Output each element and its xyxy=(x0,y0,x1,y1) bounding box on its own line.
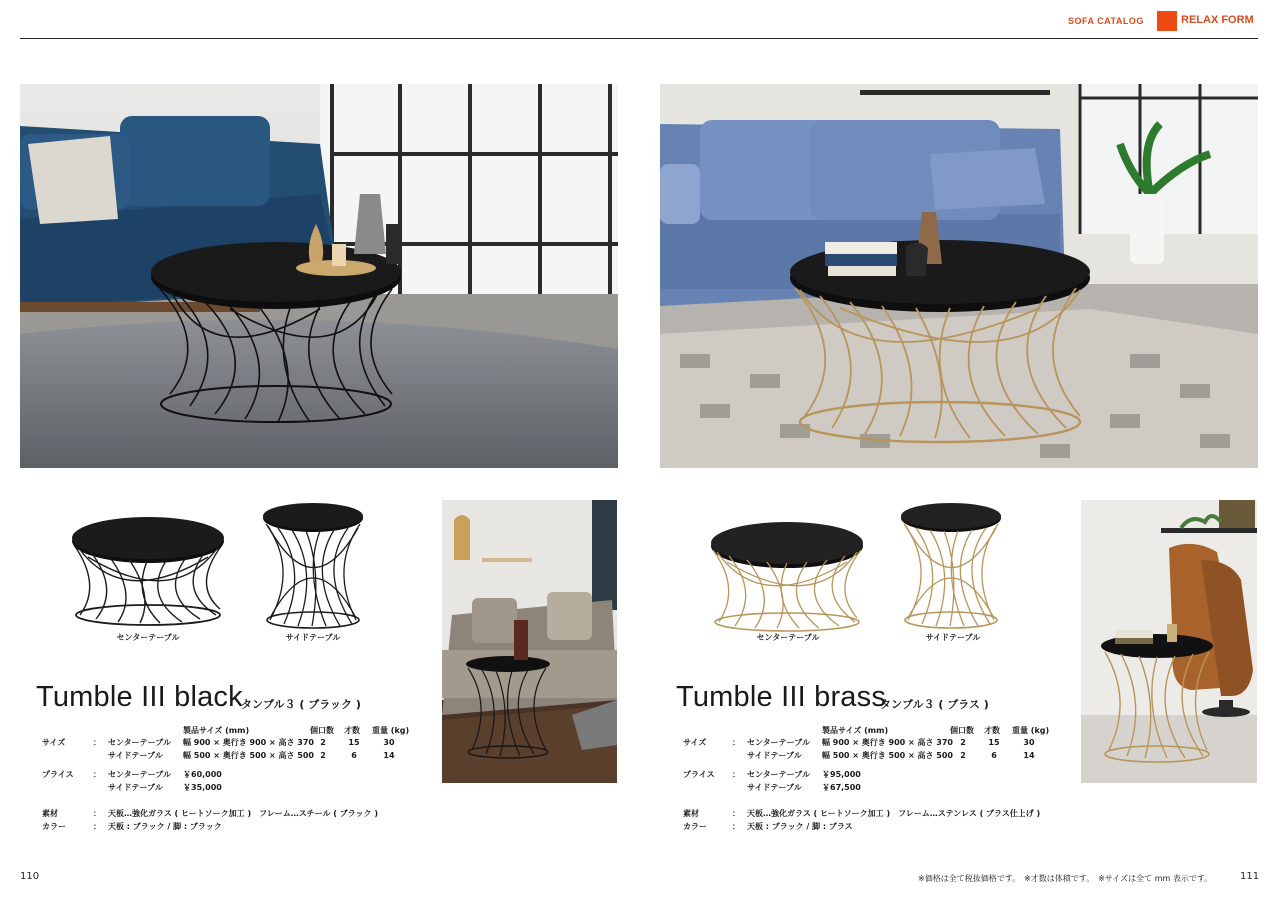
row-name: サイドテーブル xyxy=(108,751,163,760)
colon: ： xyxy=(732,822,740,831)
price-item-name: サイドテーブル xyxy=(747,783,802,792)
spec-header-sai: 才数 xyxy=(344,726,360,735)
brand-name: RELAX FORM xyxy=(1181,14,1254,26)
price-item-name: センターテーブル xyxy=(747,770,810,779)
color-value: 天板 : ブラック / 脚 : ブラック xyxy=(108,822,222,831)
price-label: プライス xyxy=(683,770,715,779)
brand-logo-square xyxy=(1157,11,1177,31)
material-value: 天板…強化ガラス ( ヒートソーク加工 ) フレーム…スチール ( ブラック ) xyxy=(108,809,378,818)
row-count: 2 xyxy=(960,751,966,760)
row-dims: 幅 900 × 奥行き 900 × 高さ 370 xyxy=(822,738,953,747)
row-dims: 幅 500 × 奥行き 500 × 高さ 500 xyxy=(822,751,953,760)
hero-photo-black xyxy=(20,84,618,468)
caption-center-table: センターテーブル xyxy=(756,633,820,642)
colon: ： xyxy=(732,770,740,779)
spec-header-size: 製品サイズ (mm) xyxy=(183,726,250,735)
spec-header-count: 個口数 xyxy=(950,726,974,735)
hero-photo-brass xyxy=(660,84,1258,468)
color-label: カラー xyxy=(683,822,707,831)
colon: ： xyxy=(732,738,740,747)
spec-header-size: 製品サイズ (mm) xyxy=(822,726,889,735)
spec-header-weight: 重量 (kg) xyxy=(1012,726,1050,735)
footnote: ※価格は全て税抜価格です。 ※才数は体積です。 ※サイズは全て mm 表示です。 xyxy=(918,874,1213,883)
page-number-left: 110 xyxy=(20,871,40,882)
price-item-name: センターテーブル xyxy=(108,770,171,779)
product-subtitle-brass: タンブル３ ( ブラス ) xyxy=(880,698,989,711)
colon: ： xyxy=(93,770,101,779)
lifestyle-photo-black xyxy=(442,500,617,783)
colon: ： xyxy=(93,809,101,818)
material-label: 素材 xyxy=(42,809,58,818)
colon: ： xyxy=(93,822,101,831)
caption-center-table: センターテーブル xyxy=(116,633,180,642)
row-sai: 6 xyxy=(991,751,997,760)
material-value: 天板…強化ガラス ( ヒートソーク加工 ) フレーム…ステンレス ( ブラス仕上げ ) xyxy=(747,809,1041,818)
row-count: 2 xyxy=(960,738,966,747)
row-weight: 14 xyxy=(383,751,395,760)
row-weight: 14 xyxy=(1023,751,1035,760)
spec-header-count: 個口数 xyxy=(310,726,334,735)
product-side-table-black xyxy=(258,498,368,632)
row-weight: 30 xyxy=(383,738,395,747)
row-name: センターテーブル xyxy=(747,738,810,747)
product-title-black: Tumble III black xyxy=(36,681,243,713)
size-label: サイズ xyxy=(683,738,707,747)
row-sai: 15 xyxy=(988,738,1000,747)
price-value: ￥35,000 xyxy=(183,783,222,792)
row-sai: 6 xyxy=(351,751,357,760)
product-center-table-brass xyxy=(705,518,869,632)
row-dims: 幅 500 × 奥行き 500 × 高さ 500 xyxy=(183,751,314,760)
row-dims: 幅 900 × 奥行き 900 × 高さ 370 xyxy=(183,738,314,747)
material-label: 素材 xyxy=(683,809,699,818)
colon: ： xyxy=(93,738,101,747)
spec-header-sai: 才数 xyxy=(984,726,1000,735)
row-count: 2 xyxy=(320,751,326,760)
color-value: 天板 : ブラック / 脚 : ブラス xyxy=(747,822,853,831)
catalog-label: SOFA CATALOG xyxy=(1068,16,1144,26)
spec-header-weight: 重量 (kg) xyxy=(372,726,410,735)
price-value: ￥67,500 xyxy=(822,783,861,792)
price-value: ￥95,000 xyxy=(822,770,861,779)
price-value: ￥60,000 xyxy=(183,770,222,779)
colon: ： xyxy=(732,809,740,818)
row-weight: 30 xyxy=(1023,738,1035,747)
price-label: プライス xyxy=(42,770,74,779)
size-label: サイズ xyxy=(42,738,66,747)
product-center-table-black xyxy=(62,505,234,633)
product-side-table-brass xyxy=(896,498,1006,632)
caption-side-table: サイドテーブル xyxy=(285,633,341,642)
product-subtitle-black: タンブル３ ( ブラック ) xyxy=(241,698,361,711)
color-label: カラー xyxy=(42,822,66,831)
row-sai: 15 xyxy=(348,738,360,747)
price-item-name: サイドテーブル xyxy=(108,783,163,792)
row-name: センターテーブル xyxy=(108,738,171,747)
row-count: 2 xyxy=(320,738,326,747)
caption-side-table: サイドテーブル xyxy=(925,633,981,642)
product-title-brass: Tumble III brass xyxy=(676,681,887,713)
header-rule xyxy=(20,38,1258,39)
lifestyle-photo-brass xyxy=(1081,500,1257,783)
page-number-right: 111 xyxy=(1240,871,1260,882)
row-name: サイドテーブル xyxy=(747,751,802,760)
